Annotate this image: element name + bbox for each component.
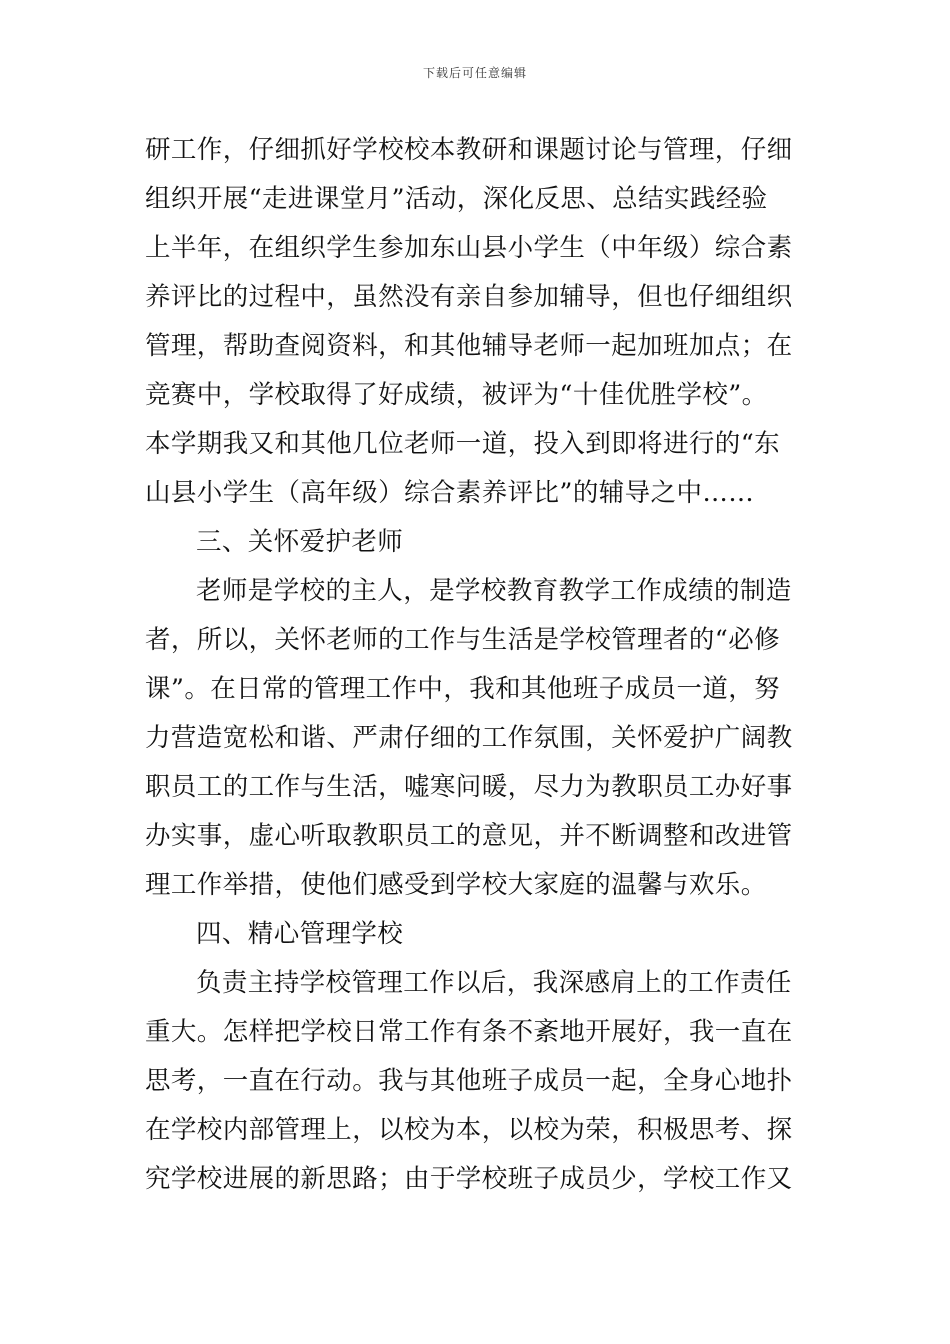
text-line: 职员工的工作与生活，嘘寒问暖，尽力为教职员工办好事 [145, 772, 793, 802]
text-line: 思考，一直在行动。我与其他班子成员一起，全身心地扑 [145, 1066, 793, 1096]
text-line: 重大。怎样把学校日常工作有条不紊地开展好，我一直在 [145, 1017, 793, 1047]
text-line: 山县小学生（高年级）综合素养评比”的辅导之中…… [145, 478, 755, 508]
document-body [145, 126, 807, 1204]
text-line: 者，所以，关怀老师的工作与生活是学校管理者的“必修 [145, 625, 781, 655]
text-line: 力营造宽松和谐、严肃仔细的工作氛围，关怀爱护广阔教 [145, 723, 793, 753]
text-line: 竞赛中，学校取得了好成绩，被评为“十佳优胜学校”。 [145, 380, 768, 410]
text-line: 究学校进展的新思路；由于学校班子成员少，学校工作又 [145, 1164, 793, 1194]
text-line: 课”。在日常的管理工作中，我和其他班子成员一道，努 [145, 674, 781, 704]
text-line: 养评比的过程中，虽然没有亲自参加辅导，但也仔细组织 [145, 282, 793, 312]
text-line: 理工作举措，使他们感受到学校大家庭的温馨与欢乐。 [145, 870, 767, 900]
text-line: 办实事，虚心听取教职员工的意见，并不断调整和改进管 [145, 821, 793, 851]
section-heading: 三、关怀爱护老师 [196, 527, 404, 557]
text-line: 在学校内部管理上，以校为本，以校为荣，积极思考、探 [145, 1115, 793, 1145]
text-line: 组织开展“走进课堂月”活动，深化反思、总结实践经验 [145, 184, 768, 214]
paragraph-first-line: 负责主持学校管理工作以后，我深感肩上的工作责任 [196, 968, 792, 998]
text-line: 管理，帮助查阅资料，和其他辅导老师一起加班加点；在 [145, 331, 793, 361]
section-heading: 四、精心管理学校 [196, 919, 404, 949]
paragraph-first-line: 老师是学校的主人，是学校教育教学工作成绩的制造 [196, 576, 792, 606]
text-line: 研工作，仔细抓好学校校本教研和课题讨论与管理，仔细 [145, 135, 793, 165]
page-header-note: 下载后可任意编辑 [422, 66, 527, 80]
text-line: 上半年，在组织学生参加东山县小学生（中年级）综合素 [145, 233, 793, 263]
text-line: 本学期我又和其他几位老师一道，投入到即将进行的“东 [145, 429, 781, 459]
